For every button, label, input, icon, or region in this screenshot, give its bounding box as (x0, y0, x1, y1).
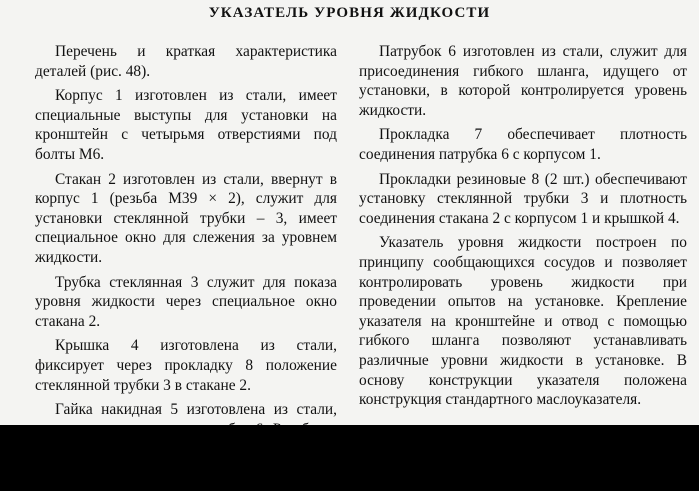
paragraph-housing: Корпус 1 изготовлен из стали, имеет специальные выступы для установки на кронштейн с четырьмя отверстиями под болты М6. (35, 87, 337, 163)
paragraph-indicator-principle: Указатель уровня жидкости построен по принципу сообщающихся сосудов и позволяет контролировать уровень жидкости при проведении опытов на установке. Крепление указателя на кронштейне и отвод с помощью гибкого шланга позволяют устанавливать различные уровни жидкости в установке. В основу конструкции указателя положена конструкция стандартного маслоуказателя. (359, 234, 687, 409)
left-column (35, 42, 337, 464)
page-title: УКАЗАТЕЛЬ УРОВНЯ ЖИДКОСТИ (208, 5, 491, 21)
paragraph-glass-tube: Трубка стеклянная 3 служит для показа уровня жидкости через специальное окно стакана 2. (35, 273, 337, 330)
paragraph-gasket: Прокладка 7 обеспечивает плотность соединения патрубка 6 с корпусом 1. (359, 126, 687, 163)
right-column (359, 42, 687, 415)
bottom-black-margin (0, 425, 699, 491)
paragraph-pipe: Патрубок 6 изготовлен из стали, служит для присоединения гибкого шланга, идущего от установки, в которой контролируется уровень жидкости. (359, 43, 687, 119)
paragraph-cap: Крышка 4 изготовлена из стали, фиксирует через прокладку 8 положение стеклянной трубки 3 в стакане 2. (35, 337, 337, 394)
paragraph-parts-list-intro: Перечень и краткая характеристика деталей (рис. 48). (35, 43, 337, 80)
paragraph-rubber-gaskets: Прокладки резиновые 8 (2 шт.) обеспечивают установку стеклянной трубки 3 и плотность соединения стакана 2 с корпусом 1 и крышкой 4. (359, 170, 687, 227)
paragraph-cup: Стакан 2 изготовлен из стали, ввернут в корпус 1 (резьба М39 × 2), служит для установки стеклянной трубки – 3, имеет специальное окно для слежения за уровнем жидкости. (35, 170, 337, 266)
paragraph-union-nut: Гайка накидная 5 изготовлена из стали, (55, 401, 337, 419)
